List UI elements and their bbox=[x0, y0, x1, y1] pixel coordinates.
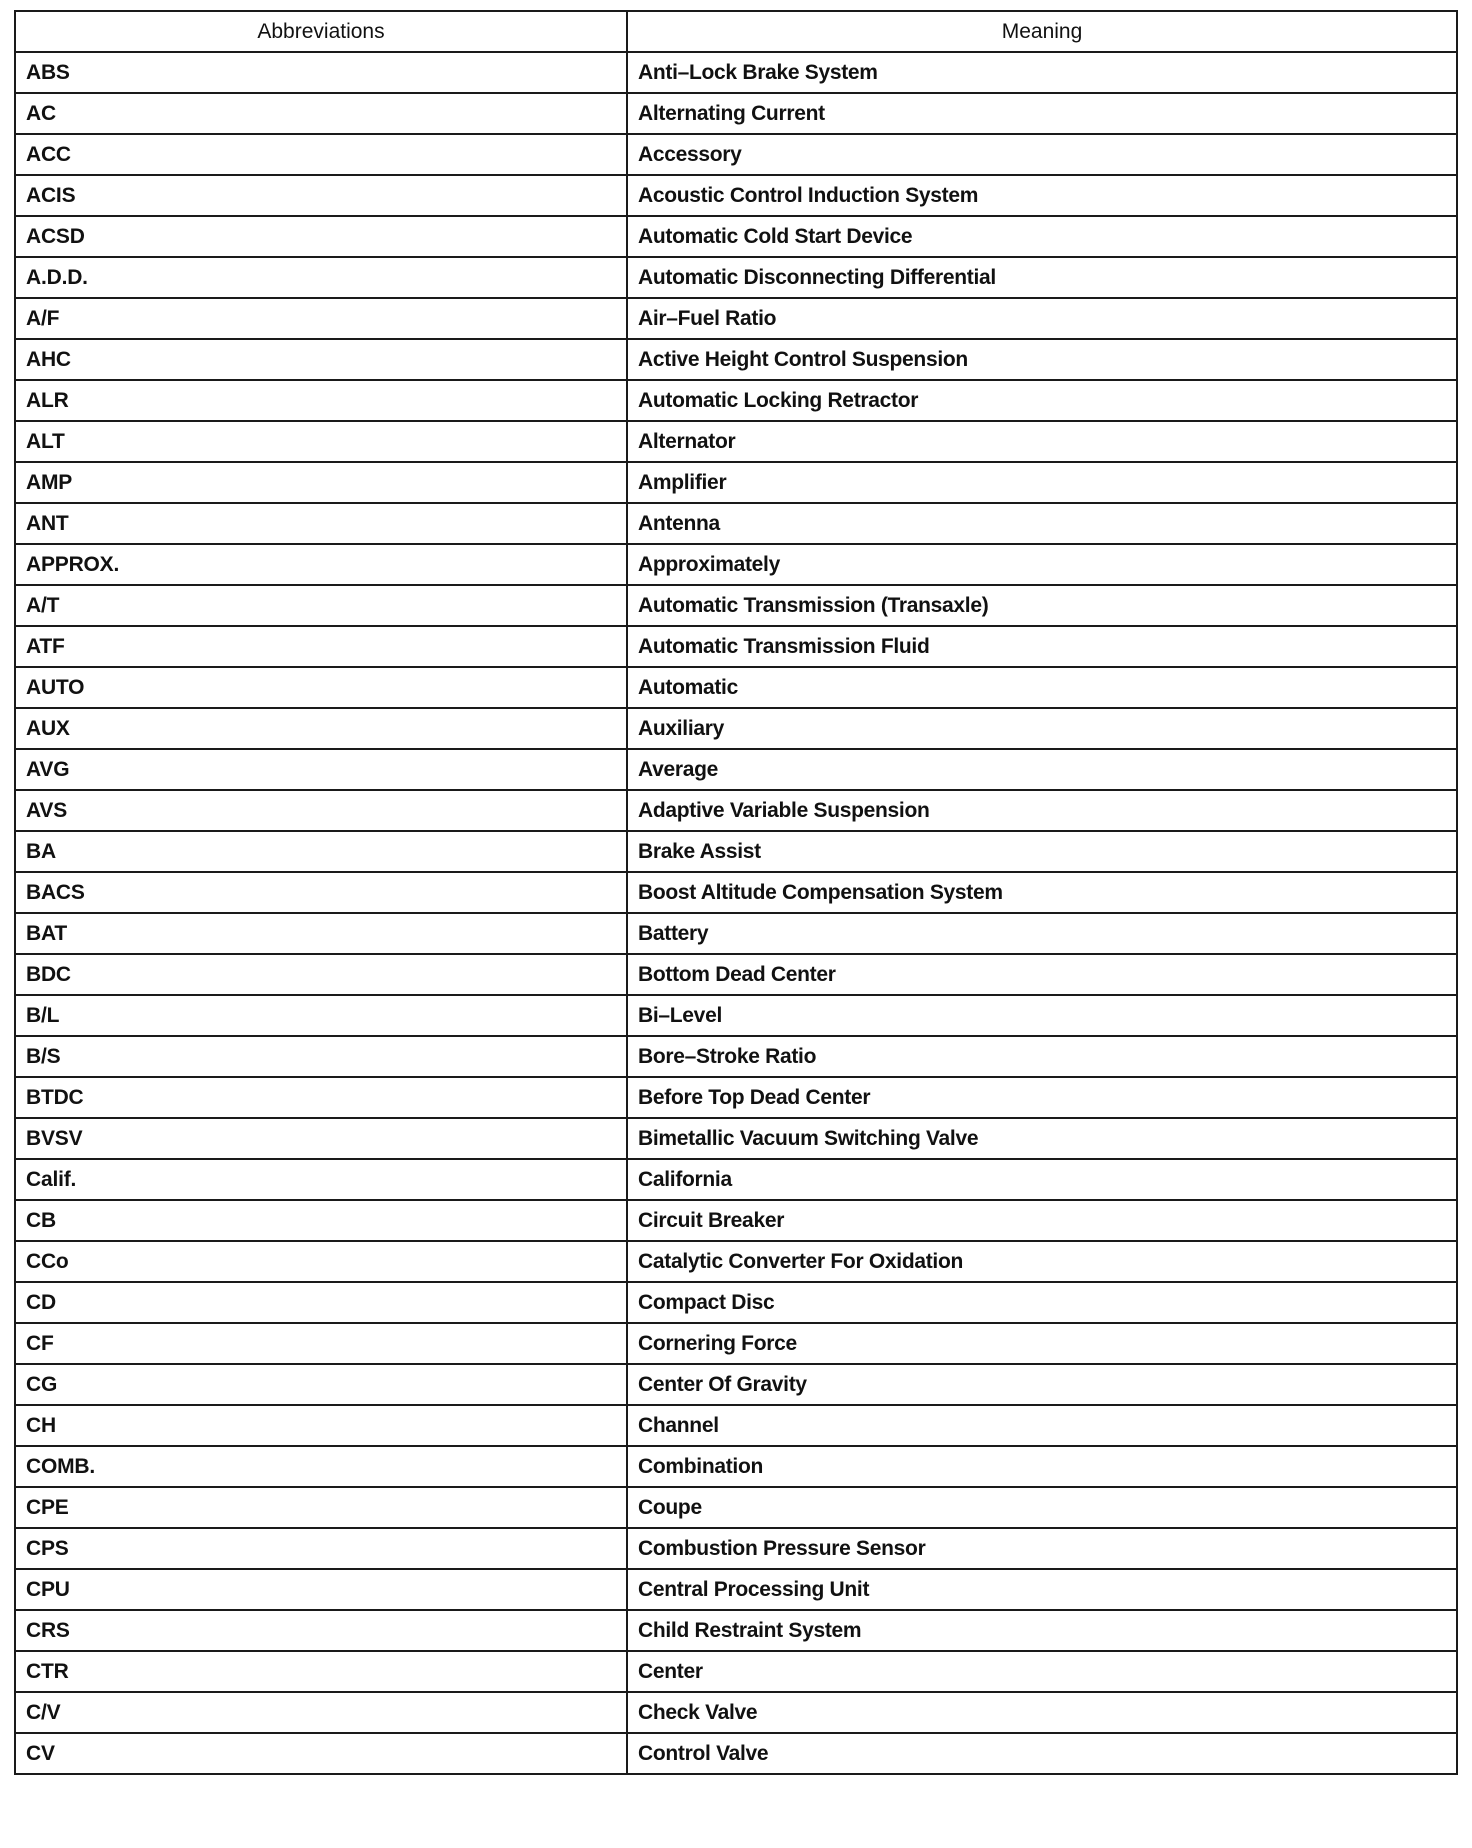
abbreviation-cell: Calif. bbox=[15, 1159, 627, 1200]
abbreviation-cell: ACIS bbox=[15, 175, 627, 216]
table-row bbox=[15, 1077, 1457, 1118]
meaning-cell: Coupe bbox=[627, 1487, 1457, 1528]
table-row bbox=[15, 626, 1457, 667]
meaning-cell: Amplifier bbox=[627, 462, 1457, 503]
table-row bbox=[15, 872, 1457, 913]
abbreviation-cell: B/S bbox=[15, 1036, 627, 1077]
abbreviation-cell: ANT bbox=[15, 503, 627, 544]
table-row bbox=[15, 544, 1457, 585]
abbreviation-cell: AUTO bbox=[15, 667, 627, 708]
table-row bbox=[15, 1241, 1457, 1282]
abbreviation-cell: AVS bbox=[15, 790, 627, 831]
meaning-cell: Battery bbox=[627, 913, 1457, 954]
meaning-cell: Bore–Stroke Ratio bbox=[627, 1036, 1457, 1077]
table-row bbox=[15, 421, 1457, 462]
meaning-cell: Channel bbox=[627, 1405, 1457, 1446]
abbreviation-cell: BTDC bbox=[15, 1077, 627, 1118]
abbreviation-cell: A.D.D. bbox=[15, 257, 627, 298]
abbreviations-page bbox=[14, 10, 1456, 1775]
meaning-cell: Adaptive Variable Suspension bbox=[627, 790, 1457, 831]
meaning-cell: Circuit Breaker bbox=[627, 1200, 1457, 1241]
table-body bbox=[15, 52, 1457, 1774]
meaning-cell: Brake Assist bbox=[627, 831, 1457, 872]
table-row bbox=[15, 1610, 1457, 1651]
table-row bbox=[15, 380, 1457, 421]
meaning-cell: Check Valve bbox=[627, 1692, 1457, 1733]
table-row bbox=[15, 1118, 1457, 1159]
meaning-cell: Combination bbox=[627, 1446, 1457, 1487]
abbreviation-cell: COMB. bbox=[15, 1446, 627, 1487]
meaning-cell: Automatic bbox=[627, 667, 1457, 708]
abbreviation-cell: ATF bbox=[15, 626, 627, 667]
abbreviation-cell: B/L bbox=[15, 995, 627, 1036]
abbreviation-cell: ALR bbox=[15, 380, 627, 421]
meaning-cell: Boost Altitude Compensation System bbox=[627, 872, 1457, 913]
abbreviation-cell: CF bbox=[15, 1323, 627, 1364]
table-row bbox=[15, 134, 1457, 175]
abbreviation-cell: ACSD bbox=[15, 216, 627, 257]
table-row bbox=[15, 1036, 1457, 1077]
abbreviation-cell: CPU bbox=[15, 1569, 627, 1610]
meaning-cell: Compact Disc bbox=[627, 1282, 1457, 1323]
abbreviation-cell: AHC bbox=[15, 339, 627, 380]
table-row bbox=[15, 831, 1457, 872]
meaning-cell: Accessory bbox=[627, 134, 1457, 175]
abbreviation-cell: ABS bbox=[15, 52, 627, 93]
abbreviation-cell: CG bbox=[15, 1364, 627, 1405]
abbreviation-cell: BA bbox=[15, 831, 627, 872]
abbreviation-cell: BDC bbox=[15, 954, 627, 995]
table-row bbox=[15, 995, 1457, 1036]
table-row bbox=[15, 257, 1457, 298]
meaning-cell: Automatic Cold Start Device bbox=[627, 216, 1457, 257]
abbreviation-cell: ALT bbox=[15, 421, 627, 462]
abbreviation-cell: CPE bbox=[15, 1487, 627, 1528]
meaning-cell: Central Processing Unit bbox=[627, 1569, 1457, 1610]
table-row bbox=[15, 913, 1457, 954]
meaning-cell: Auxiliary bbox=[627, 708, 1457, 749]
table-row bbox=[15, 1323, 1457, 1364]
meaning-cell: Bimetallic Vacuum Switching Valve bbox=[627, 1118, 1457, 1159]
table-row bbox=[15, 1364, 1457, 1405]
abbreviation-cell: C/V bbox=[15, 1692, 627, 1733]
table-row bbox=[15, 339, 1457, 380]
meaning-cell: Catalytic Converter For Oxidation bbox=[627, 1241, 1457, 1282]
meaning-cell: Cornering Force bbox=[627, 1323, 1457, 1364]
table-row bbox=[15, 52, 1457, 93]
abbreviation-cell: AUX bbox=[15, 708, 627, 749]
table-row bbox=[15, 503, 1457, 544]
meaning-cell: Child Restraint System bbox=[627, 1610, 1457, 1651]
abbreviation-cell: ACC bbox=[15, 134, 627, 175]
abbreviations-table bbox=[14, 10, 1458, 1775]
header-row bbox=[15, 11, 1457, 52]
abbreviation-cell: CTR bbox=[15, 1651, 627, 1692]
abbreviation-cell: AC bbox=[15, 93, 627, 134]
meaning-cell: Acoustic Control Induction System bbox=[627, 175, 1457, 216]
table-row bbox=[15, 954, 1457, 995]
table-row bbox=[15, 1733, 1457, 1774]
meaning-cell: Automatic Locking Retractor bbox=[627, 380, 1457, 421]
table-row bbox=[15, 1446, 1457, 1487]
meaning-cell: Approximately bbox=[627, 544, 1457, 585]
meaning-cell: Alternator bbox=[627, 421, 1457, 462]
meaning-cell: Active Height Control Suspension bbox=[627, 339, 1457, 380]
abbreviation-cell: CPS bbox=[15, 1528, 627, 1569]
meaning-cell: California bbox=[627, 1159, 1457, 1200]
header-abbreviations: Abbreviations bbox=[15, 11, 627, 52]
meaning-cell: Combustion Pressure Sensor bbox=[627, 1528, 1457, 1569]
abbreviation-cell: CH bbox=[15, 1405, 627, 1446]
meaning-cell: Anti–Lock Brake System bbox=[627, 52, 1457, 93]
abbreviation-cell: CB bbox=[15, 1200, 627, 1241]
table-row bbox=[15, 790, 1457, 831]
table-row bbox=[15, 1528, 1457, 1569]
abbreviation-cell: CV bbox=[15, 1733, 627, 1774]
meaning-cell: Automatic Transmission (Transaxle) bbox=[627, 585, 1457, 626]
abbreviation-cell: AVG bbox=[15, 749, 627, 790]
abbreviation-cell: APPROX. bbox=[15, 544, 627, 585]
table-row bbox=[15, 1282, 1457, 1323]
abbreviation-cell: CCo bbox=[15, 1241, 627, 1282]
meaning-cell: Antenna bbox=[627, 503, 1457, 544]
meaning-cell: Center bbox=[627, 1651, 1457, 1692]
table-row bbox=[15, 462, 1457, 503]
table-row bbox=[15, 708, 1457, 749]
table-row bbox=[15, 1405, 1457, 1446]
meaning-cell: Bi–Level bbox=[627, 995, 1457, 1036]
meaning-cell: Before Top Dead Center bbox=[627, 1077, 1457, 1118]
abbreviation-cell: CRS bbox=[15, 1610, 627, 1651]
meaning-cell: Average bbox=[627, 749, 1457, 790]
table-row bbox=[15, 585, 1457, 626]
meaning-cell: Automatic Transmission Fluid bbox=[627, 626, 1457, 667]
meaning-cell: Bottom Dead Center bbox=[627, 954, 1457, 995]
table-row bbox=[15, 749, 1457, 790]
meaning-cell: Control Valve bbox=[627, 1733, 1457, 1774]
abbreviation-cell: BVSV bbox=[15, 1118, 627, 1159]
table-row bbox=[15, 298, 1457, 339]
table-row bbox=[15, 216, 1457, 257]
abbreviation-cell: BACS bbox=[15, 872, 627, 913]
meaning-cell: Automatic Disconnecting Differential bbox=[627, 257, 1457, 298]
table-row bbox=[15, 1569, 1457, 1610]
abbreviation-cell: A/T bbox=[15, 585, 627, 626]
abbreviation-cell: CD bbox=[15, 1282, 627, 1323]
table-row bbox=[15, 1692, 1457, 1733]
meaning-cell: Alternating Current bbox=[627, 93, 1457, 134]
table-row bbox=[15, 93, 1457, 134]
abbreviation-cell: A/F bbox=[15, 298, 627, 339]
meaning-cell: Air–Fuel Ratio bbox=[627, 298, 1457, 339]
table-row bbox=[15, 175, 1457, 216]
table-row bbox=[15, 1159, 1457, 1200]
abbreviation-cell: BAT bbox=[15, 913, 627, 954]
table-row bbox=[15, 667, 1457, 708]
table-row bbox=[15, 1651, 1457, 1692]
table-header bbox=[15, 11, 1457, 52]
header-meaning: Meaning bbox=[627, 11, 1457, 52]
table-row bbox=[15, 1200, 1457, 1241]
abbreviation-cell: AMP bbox=[15, 462, 627, 503]
meaning-cell: Center Of Gravity bbox=[627, 1364, 1457, 1405]
table-row bbox=[15, 1487, 1457, 1528]
